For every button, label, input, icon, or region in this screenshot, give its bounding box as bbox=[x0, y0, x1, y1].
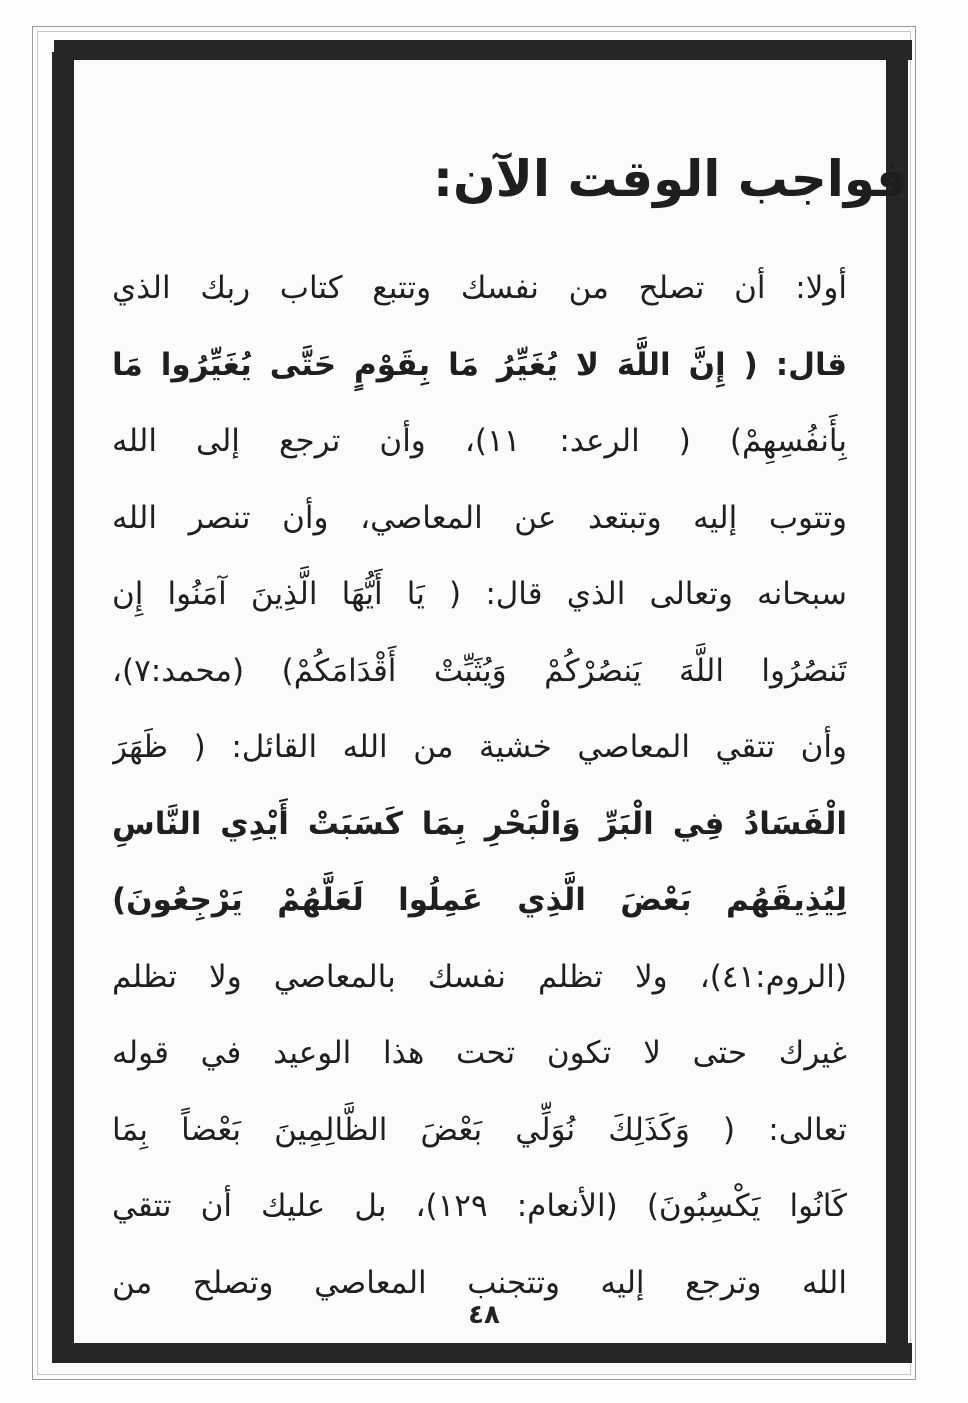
left-border-bar bbox=[52, 52, 74, 1363]
text-line: (الروم:٤١)، ولا تظلم نفسك بالمعاصي ولا تظلم bbox=[112, 958, 847, 995]
bottom-border-bar bbox=[52, 1343, 912, 1363]
section-heading: فواجب الوقت الآن: bbox=[433, 150, 908, 208]
text-line: وأن تتقي المعاصي خشية من الله القائل: ( ظَهَرَ bbox=[112, 729, 847, 765]
top-border-bar bbox=[54, 40, 912, 60]
text-line: وتتوب إليه وتبتعد عن المعاصي، وأن تنصر الله bbox=[112, 499, 847, 536]
right-border-bar bbox=[886, 40, 908, 1360]
text-line: كَانُوا يَكْسِبُونَ) (الأنعام: ١٢٩)، بل عليك أن تتقي bbox=[112, 1188, 847, 1224]
text-line: لِيُذِيقَهُم بَعْضَ الَّذِي عَمِلُوا لَعَلَّهُمْ يَرْجِعُونَ) bbox=[112, 882, 847, 918]
text-line: الْفَسَادُ فِي الْبَرِّ وَالْبَحْرِ بِمَا كَسَبَتْ أَيْدِي النَّاسِ bbox=[112, 805, 847, 842]
text-line: تعالى: ( وَكَذَلِكَ نُوَلِّي بَعْضَ الظَّالِمِينَ بَعْضاً بِمَا bbox=[112, 1111, 847, 1148]
text-line: سبحانه وتعالى الذي قال: ( يَا أَيُّهَا الَّذِينَ آمَنُوا إِن bbox=[112, 576, 847, 612]
text-line: تَنصُرُوا اللَّهَ يَنصُرْكُمْ وَيُثَبِّتْ أَقْدَامَكُمْ) (محمد:٧)، bbox=[112, 652, 847, 689]
page-number: ٤٨ bbox=[468, 1300, 500, 1330]
text-line: قال: ( إِنَّ اللَّهَ لا يُغَيِّرُ مَا بِقَوْمٍ حَتَّى يُغَيِّرُوا مَا bbox=[112, 346, 847, 383]
text-line: الله وترجع إليه وتتجنب المعاصي وتصلح من bbox=[112, 1264, 847, 1301]
body-text bbox=[112, 250, 847, 1321]
text-line: أولا: أن تصلح من نفسك وتتبع كتاب ربك الذي bbox=[112, 270, 847, 306]
text-line: غيرك حتى لا تكون تحت هذا الوعيد في قوله bbox=[112, 1035, 847, 1071]
text-line: بِأَنفُسِهِمْ) ( الرعد: ١١)، وأن ترجع إلى الله bbox=[112, 423, 847, 459]
